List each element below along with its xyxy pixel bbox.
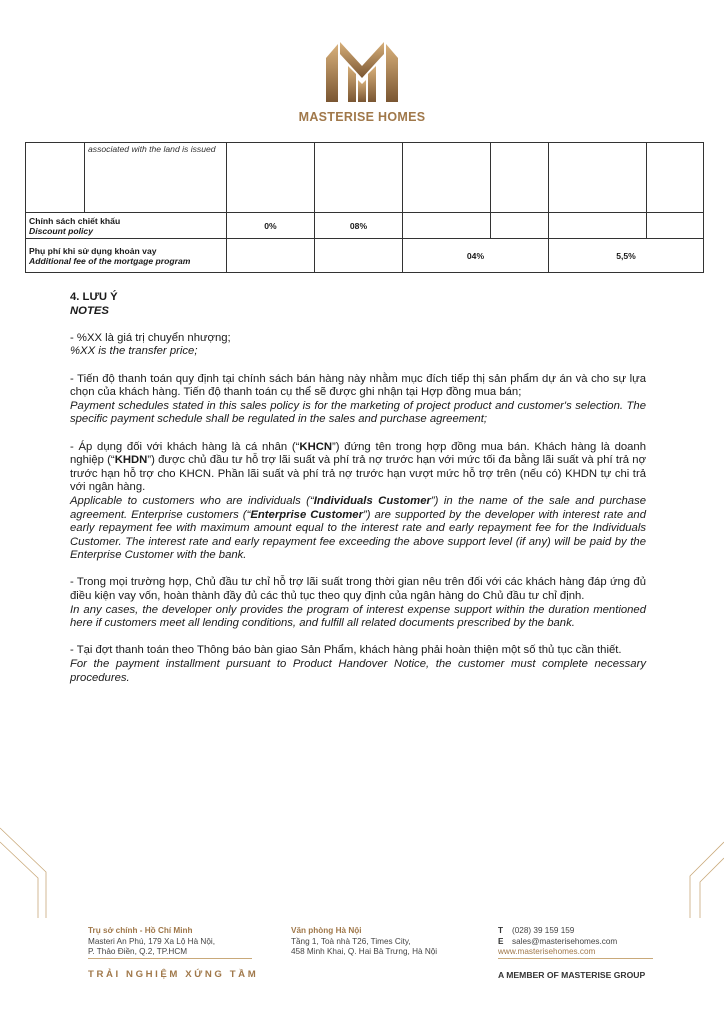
- footer-hn-line1: Tầng 1, Toà nhà T26, Times City,: [291, 936, 411, 946]
- price-table: [25, 142, 704, 273]
- fee-label-vi: Phụ phí khi sử dụng khoản vay: [29, 245, 157, 256]
- note-4-vi: - Trong mọi trường hợp, Chủ đầu tư chỉ hỗ trợ lãi suất trong thời gian nêu trên đối với các khách hàng đáp ứng đủ điều kiện vay vốn, hoàn thành đầy đủ các thủ tục theo quy định của ngân hàng do Chủ đầu tư chỉ định.: [70, 576, 646, 603]
- note-1-en: %XX is the transfer price;: [70, 345, 198, 358]
- table-row-discount: [26, 213, 704, 239]
- footer-hcm-line1: Masteri An Phú, 179 Xa Lộ Hà Nội,: [88, 936, 215, 946]
- discount-value-2: 08%: [315, 213, 403, 239]
- masterise-logo-icon: [318, 36, 406, 106]
- footer-contact: [498, 926, 617, 958]
- table-row-fee: [26, 239, 704, 273]
- discount-label-vi: Chính sách chiết khấu: [29, 215, 121, 226]
- email-link[interactable]: sales@masterisehomes.com: [512, 936, 618, 946]
- note-1-vi: - %XX là giá trị chuyển nhượng;: [70, 331, 231, 344]
- email-key: E: [498, 936, 504, 946]
- fee-value-2: 5,5%: [549, 239, 704, 273]
- note-5-en: For the payment installment pursuant to Product Handover Notice, the customer must complete necessary procedures.: [70, 658, 646, 684]
- notes-heading-en: NOTES: [70, 304, 109, 317]
- note-3-vi: - Áp dụng đối với khách hàng là cá nhân (“KHCN”) đứng tên trong hợp đồng mua bán. Khách hàng là doanh nghiệp (“KHDN”) được chủ đầu tư hỗ trợ lãi suất và phí trả nợ trước hạn với mức tối đa bằng lãi suất và phí trả nợ trước hạn hỗ trợ cho KHCN. Phần lãi suất và phí trả nợ trước hạn vượt mức hỗ trợ trên (nếu có) KHDN tự chi trả với ngân hàng.: [70, 440, 647, 494]
- website-link[interactable]: www.masterisehomes.com: [498, 947, 596, 956]
- footer-hcm: [88, 926, 215, 958]
- notes-section: [70, 291, 646, 685]
- footer-hcm-line2: P. Thảo Điền, Q.2, TP.HCM: [88, 947, 188, 956]
- note-4-en: In any cases, the developer only provides the program of interest expense support within the duration mentioned here if customers meet all lending conditions, and fulfill all related documents prescribed by the bank.: [70, 603, 646, 630]
- footer-divider-left: [88, 958, 252, 959]
- footer-hn-title: Văn phòng Hà Nội: [291, 926, 362, 935]
- fee-label-en: Additional fee of the mortgage program: [29, 255, 191, 266]
- phone-number: (028) 39 159 159: [512, 926, 575, 935]
- note-2-vi: - Tiến độ thanh toán quy định tại chính sách bán hàng này nhằm mục đích tiếp thị sản phẩm dự án và cho sự lựa chọn của khách hàng. Tiến độ thanh toán cụ thể sẽ được ghi nhận tại Hợp đồng mua bán;: [70, 372, 646, 399]
- footer-divider-right: [498, 958, 653, 959]
- discount-value-1: 0%: [227, 213, 315, 239]
- notes-heading-vi: 4. LƯU Ý: [70, 291, 118, 303]
- slogan: TRẢI NGHIỆM XỨNG TẦM: [88, 969, 259, 980]
- header-logo: [0, 36, 724, 124]
- footer-hn-line2: 458 Minh Khai, Q. Hai Bà Trưng, Hà Nội: [291, 947, 438, 956]
- table-row-label: associated with the land is issued: [88, 144, 216, 154]
- footer-hcm-title: Trụ sở chính - Hồ Chí Minh: [88, 926, 193, 935]
- table-row: [26, 143, 704, 213]
- phone-key: T: [498, 926, 504, 935]
- note-5-vi: - Tại đợt thanh toán theo Thông báo bàn giao Sản Phẩm, khách hàng phải hoàn thiện một số thủ tục cần thiết.: [70, 644, 622, 657]
- note-2-en: Payment schedules stated in this sales policy is for the marketing of project product and customer's selection. The specific payment schedule shall be regulated in the sales and purchase agreement;: [70, 399, 646, 426]
- note-3-en: Applicable to customers who are individuals (“Individuals Customer”) in the name of the sale and purchase agreement. Enterprise customers (“Enterprise Customer”) are supported by the developer with interest rate and early repayment fee with maximum amount equal to the interest rate and early repayment fee for the Individuals Customer. The interest rate and early repayment fee exceeding the above support level (if any) will be paid by the Enterprise Customer with the bank.: [70, 494, 647, 562]
- member-of-group: A MEMBER OF MASTERISE GROUP: [498, 970, 646, 980]
- fee-value-1: 04%: [403, 239, 549, 273]
- brand-name: MASTERISE HOMES: [298, 110, 426, 124]
- footer-hn: [291, 926, 437, 958]
- discount-label-en: Discount policy: [29, 225, 93, 236]
